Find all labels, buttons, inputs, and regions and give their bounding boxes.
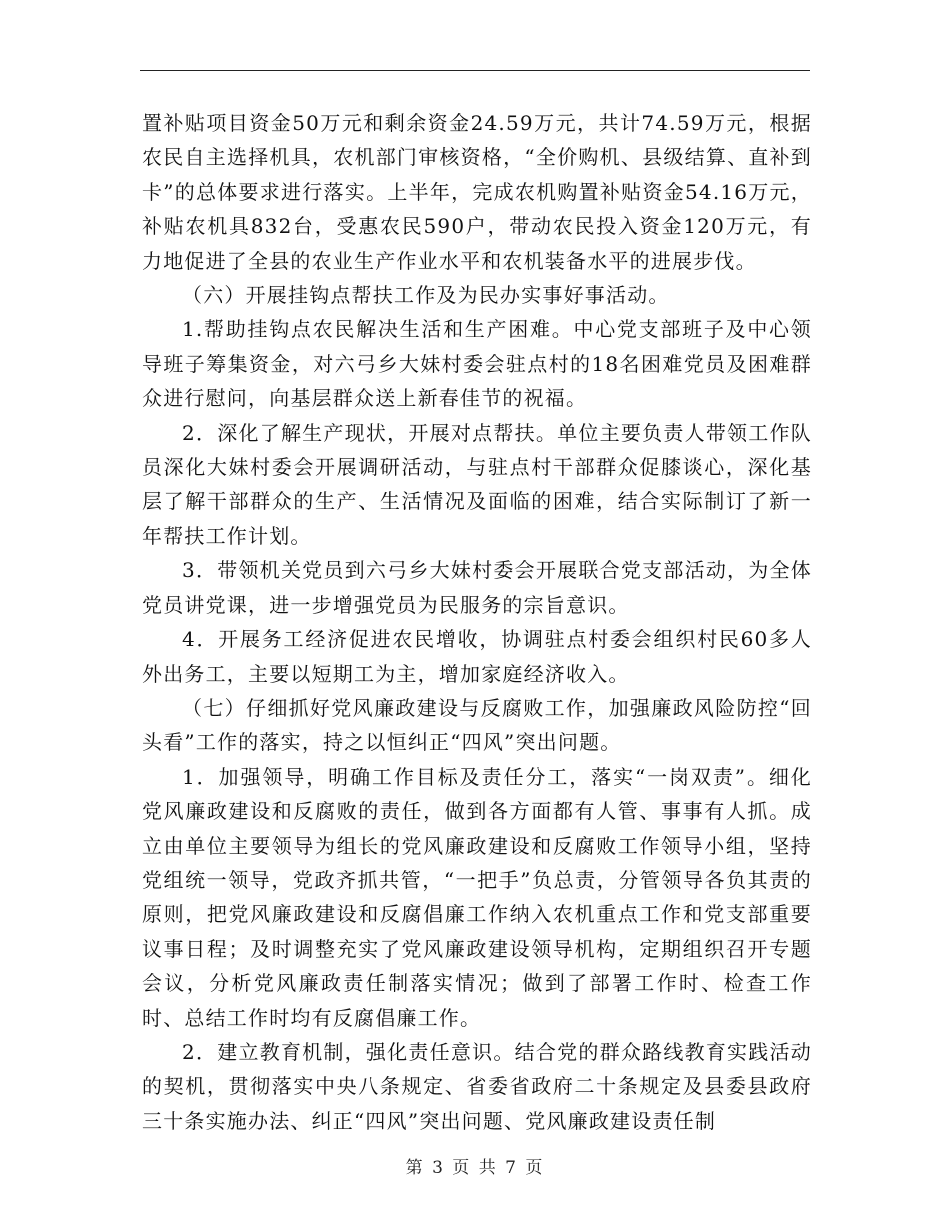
- paragraph: 置补贴项目资金50万元和剩余资金24.59万元，共计74.59万元，根据农民自主选择机具，农机部门审核资格，“全价购机、县级结算、直补到卡”的总体要求进行落实。上半年，完成农机购置补贴资金54.16万元，补贴农机具832台，受惠农民590户，带动农民投入资金120万元，有力地促进了全县的农业生产作业水平和农机装备水平的进展步伐。: [142, 111, 812, 273]
- paragraph: 4．开展务工经济促进农民增收，协调驻点村委会组织村民60多人外出务工，主要以短期工为主，增加家庭经济收入。: [142, 627, 812, 686]
- paragraph: 2．建立教育机制，强化责任意识。结合党的群众路线教育实践活动的契机，贯彻落实中央八条规定、省委省政府二十条规定及县委县政府三十条实施办法、纠正“四风”突出问题、党风廉政建设责任制: [142, 1039, 812, 1133]
- paragraph: 3．带领机关党员到六弓乡大妹村委会开展联合党支部活动，为全体党员讲党课，进一步增强党员为民服务的宗旨意识。: [142, 558, 812, 617]
- header-rule: [140, 70, 810, 71]
- page-number-footer: 第 3 页 共 7 页: [405, 1158, 545, 1178]
- paragraph: 1．加强领导，明确工作目标及责任分工，落实“一岗双责”。细化党风廉政建设和反腐败的责任，做到各方面都有人管、事事有人抓。成立由单位主要领导为组长的党风廉政建设和反腐败工作领导小组，坚持党组统一领导，党政齐抓共管，“一把手”负总责，分管领导各负其责的原则，把党风廉政建设和反腐倡廉工作纳入农机重点工作和党支部重要议事日程；及时调整充实了党风廉政建设领导机构，定期组织召开专题会议，分析党风廉政责任制落实情况；做到了部署工作时、检查工作时、总结工作时均有反腐倡廉工作。: [142, 764, 812, 1030]
- paragraph: 1.帮助挂钩点农民解决生活和生产困难。中心党支部班子及中心领导班子筹集资金，对六弓乡大妹村委会驻点村的18名困难党员及困难群众进行慰问，向基层群众送上新春佳节的祝福。: [142, 317, 812, 411]
- document-body: [142, 106, 812, 1138]
- section-heading: （七）仔细抓好党风廉政建设与反腐败工作，加强廉政风险防控“回头看”工作的落实，持之以恒纠正“四风”突出问题。: [142, 695, 812, 755]
- section-heading: （六）开展挂钩点帮扶工作及为民办实事好事活动。: [182, 283, 670, 308]
- paragraph: 2．深化了解生产现状，开展对点帮扶。单位主要负责人带领工作队员深化大妹村委会开展调研活动，与驻点村干部群众促膝谈心，深化基层了解干部群众的生产、生活情况及面临的困难，结合实际制订了新一年帮扶工作计划。: [142, 420, 812, 548]
